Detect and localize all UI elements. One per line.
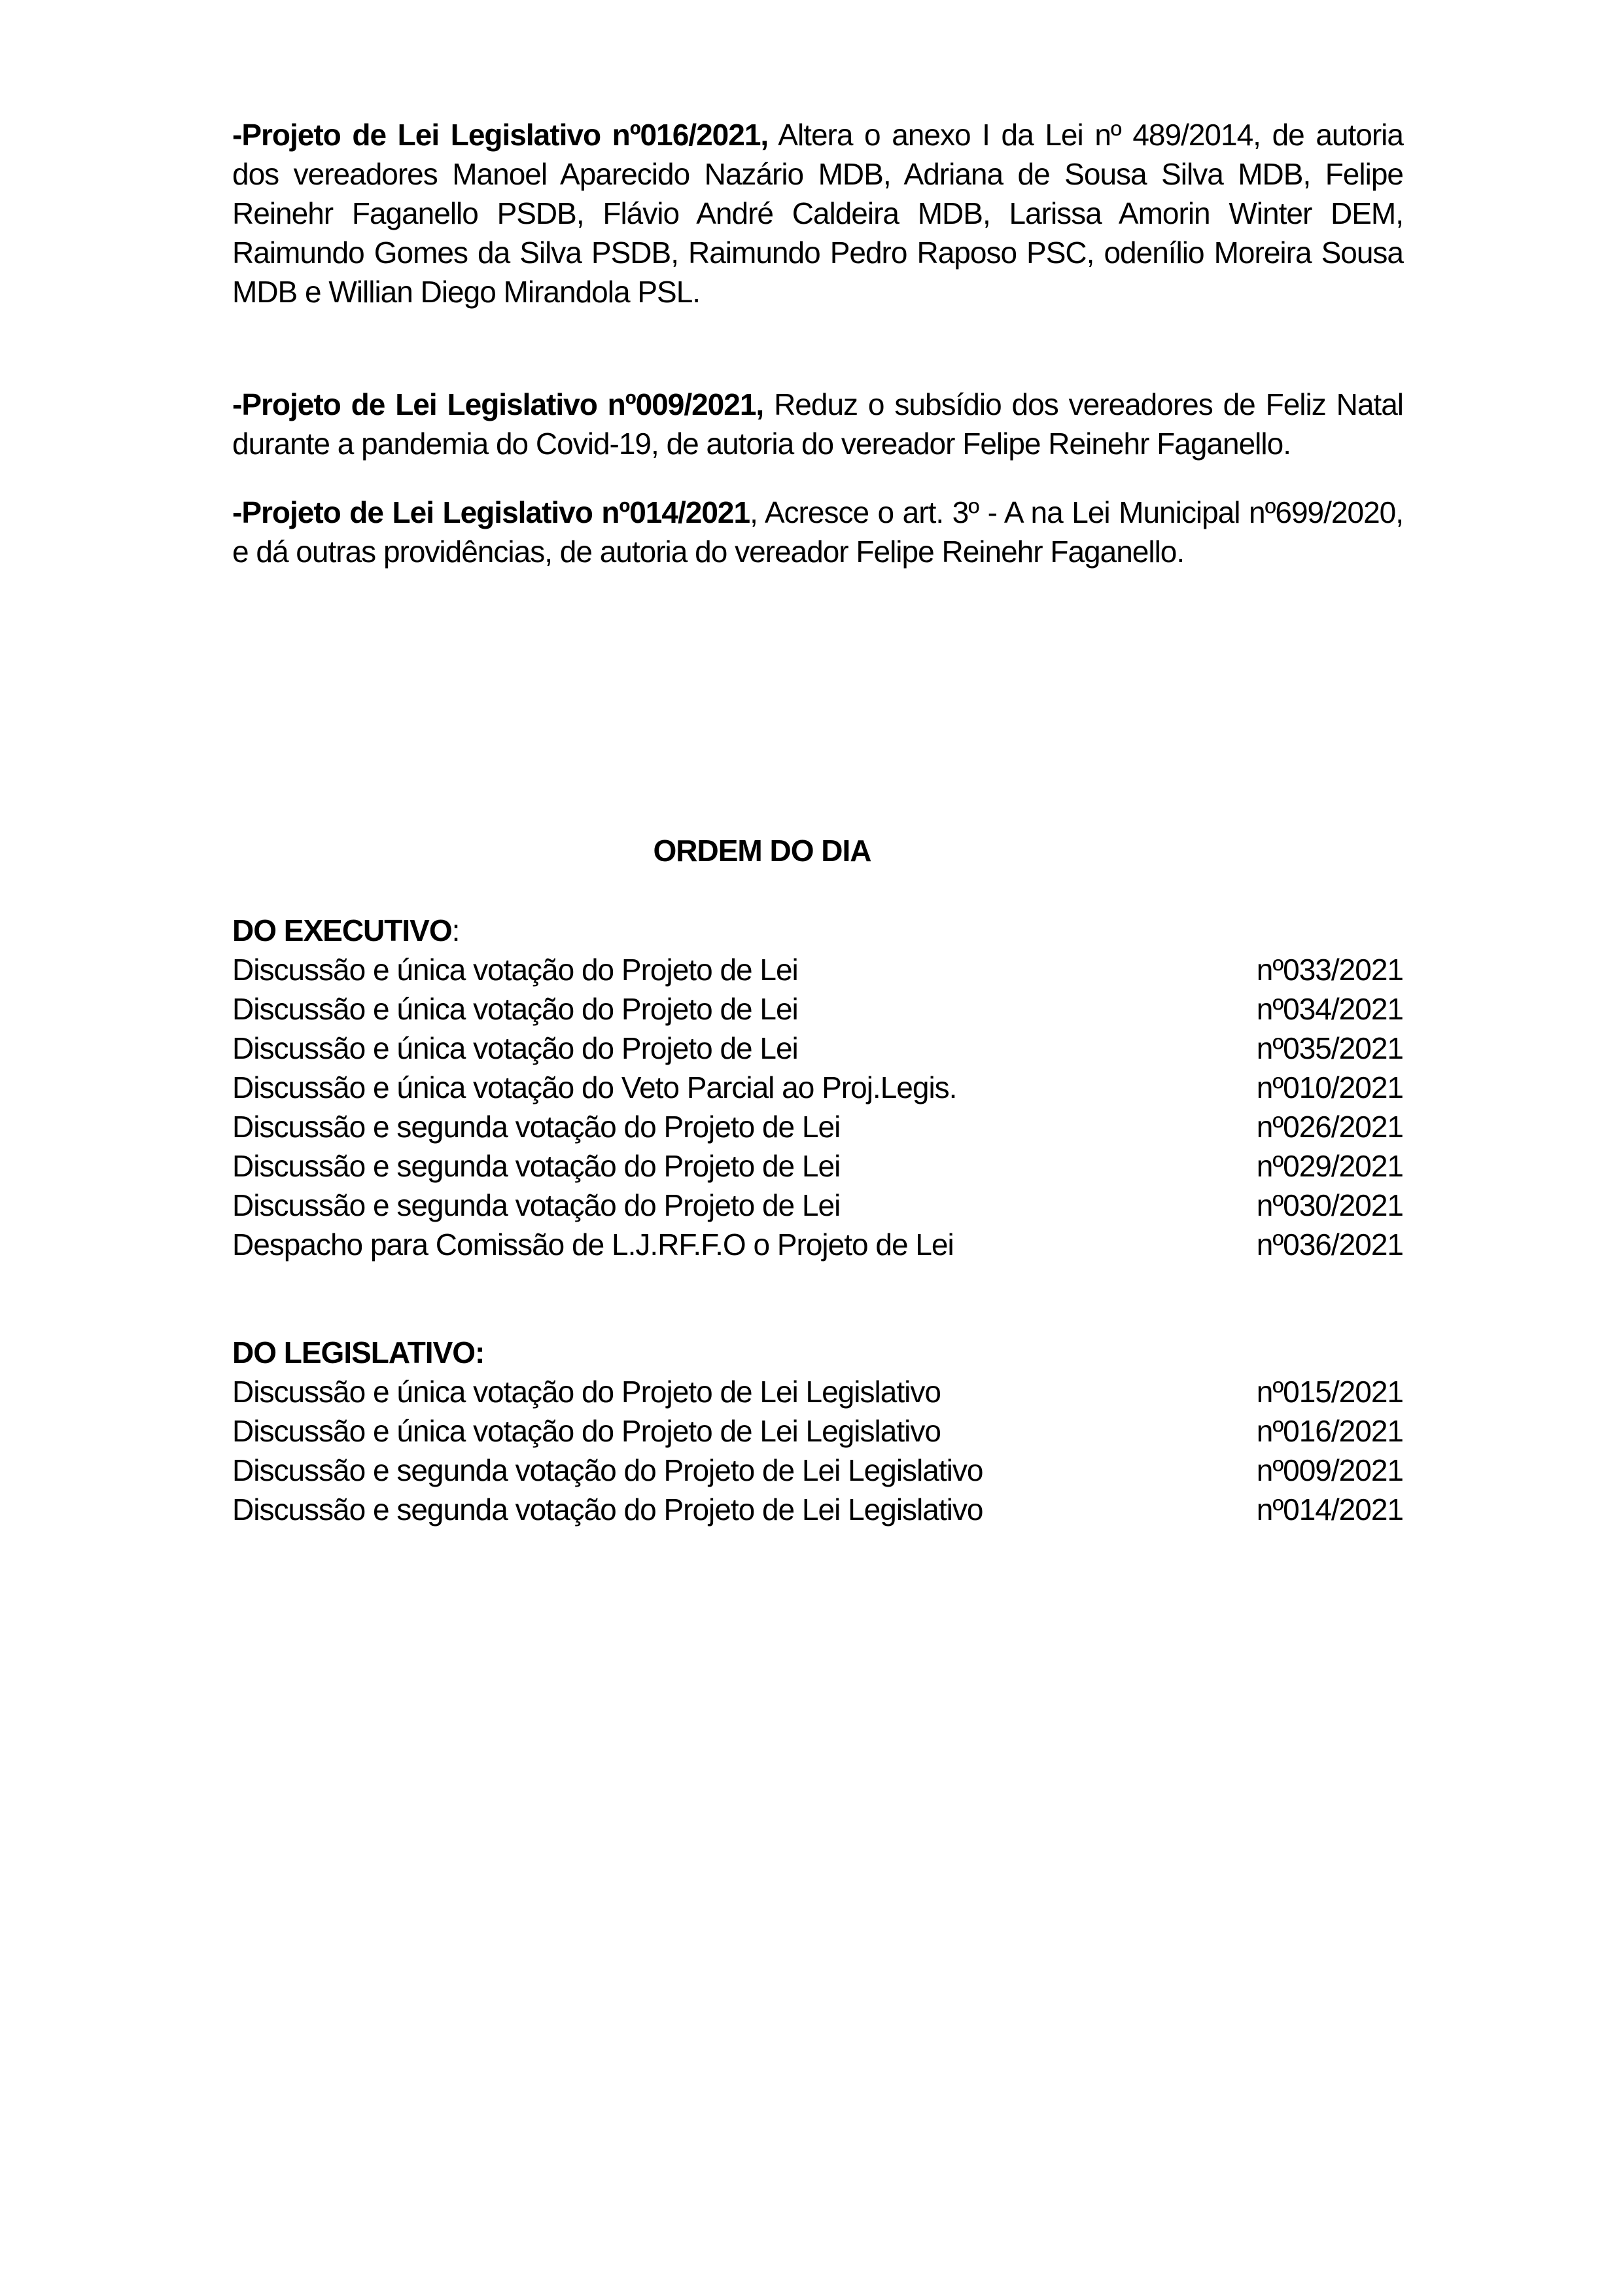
executivo-item-8 bbox=[232, 1225, 1403, 1264]
page-title-ordem-do-dia: ORDEM DO DIA bbox=[653, 834, 871, 868]
paragraph-016-body: Altera o anexo I da Lei nº 489/2014, de autoria dos vereadores Manoel Aparecido Nazário MDB, Adriana de Sousa Silva MDB, Felipe Reinehr Faganello PSDB, Flávio André Caldeira MDB, Larissa Amorin Winter DEM, Raimundo Gomes da Silva PSDB, Raimundo Pedro Raposo PSC, odenílio Moreira Sousa MDB e Willian Diego Mirandola PSL. bbox=[232, 118, 1403, 309]
paragraph-014-body: , Acresce o art. 3º - A na Lei Municipal nº699/2020, e dá outras providências, de autoria do vereador Felipe Reinehr Faganello. bbox=[232, 495, 1404, 569]
legislativo-item-1-number: nº015/2021 bbox=[1256, 1375, 1403, 1409]
executivo-item-8-desc: Despacho para Comissão de L.J.RF.F.O o Projeto de Lei bbox=[232, 1227, 954, 1262]
executivo-item-1 bbox=[232, 950, 1403, 989]
executivo-item-6-number: nº029/2021 bbox=[1256, 1149, 1403, 1183]
executivo-item-2 bbox=[232, 989, 1403, 1029]
executivo-item-4 bbox=[232, 1068, 1403, 1107]
paragraph-projeto-014 bbox=[232, 493, 1403, 571]
executivo-item-5 bbox=[232, 1107, 1403, 1146]
legislativo-item-1-desc: Discussão e única votação do Projeto de Lei Legislativo bbox=[232, 1375, 941, 1409]
paragraph-projeto-016 bbox=[232, 115, 1403, 311]
legislativo-item-1 bbox=[232, 1372, 1403, 1411]
section-heading-executivo-colon: : bbox=[451, 913, 460, 947]
executivo-list bbox=[232, 950, 1403, 1264]
section-heading-executivo-text: DO EXECUTIVO bbox=[232, 913, 452, 947]
executivo-item-3-desc: Discussão e única votação do Projeto de Lei bbox=[232, 1031, 798, 1065]
executivo-item-2-number: nº034/2021 bbox=[1256, 992, 1403, 1026]
legislativo-item-2 bbox=[232, 1411, 1403, 1451]
executivo-item-1-number: nº033/2021 bbox=[1256, 953, 1403, 987]
legislativo-list bbox=[232, 1372, 1403, 1529]
paragraph-009-body: Reduz o subsídio dos vereadores de Feliz Natal durante a pandemia do Covid-19, de autoria do vereador Felipe Reinehr Faganello. bbox=[232, 387, 1403, 461]
paragraph-projeto-009 bbox=[232, 385, 1403, 463]
executivo-item-8-number: nº036/2021 bbox=[1256, 1227, 1403, 1262]
legislativo-item-3 bbox=[232, 1451, 1403, 1490]
legislativo-item-4 bbox=[232, 1490, 1403, 1529]
legislativo-item-2-desc: Discussão e única votação do Projeto de Lei Legislativo bbox=[232, 1414, 941, 1448]
executivo-item-6-desc: Discussão e segunda votação do Projeto de Lei bbox=[232, 1149, 841, 1183]
executivo-item-2-desc: Discussão e única votação do Projeto de Lei bbox=[232, 992, 798, 1026]
executivo-item-7-desc: Discussão e segunda votação do Projeto de Lei bbox=[232, 1188, 841, 1222]
section-heading-legislativo bbox=[232, 1333, 1403, 1372]
executivo-item-5-desc: Discussão e segunda votação do Projeto de Lei bbox=[232, 1110, 841, 1144]
paragraph-014-lead: -Projeto de Lei Legislativo nº014/2021 bbox=[232, 495, 750, 529]
executivo-item-3 bbox=[232, 1029, 1403, 1068]
executivo-item-7 bbox=[232, 1186, 1403, 1225]
legislativo-item-3-number: nº009/2021 bbox=[1256, 1453, 1403, 1487]
executivo-item-7-number: nº030/2021 bbox=[1256, 1188, 1403, 1222]
paragraph-009-lead: -Projeto de Lei Legislativo nº009/2021, bbox=[232, 387, 764, 421]
executivo-item-5-number: nº026/2021 bbox=[1256, 1110, 1403, 1144]
executivo-item-1-desc: Discussão e única votação do Projeto de Lei bbox=[232, 953, 798, 987]
section-heading-legislativo-text: DO LEGISLATIVO: bbox=[232, 1335, 485, 1369]
legislativo-item-4-number: nº014/2021 bbox=[1256, 1492, 1403, 1527]
executivo-item-6 bbox=[232, 1146, 1403, 1186]
legislativo-item-3-desc: Discussão e segunda votação do Projeto de Lei Legislativo bbox=[232, 1453, 983, 1487]
legislativo-item-2-number: nº016/2021 bbox=[1256, 1414, 1403, 1448]
executivo-item-4-desc: Discussão e única votação do Veto Parcial ao Proj.Legis. bbox=[232, 1070, 957, 1104]
executivo-item-3-number: nº035/2021 bbox=[1256, 1031, 1403, 1065]
section-heading-executivo bbox=[232, 911, 1403, 950]
legislativo-item-4-desc: Discussão e segunda votação do Projeto de Lei Legislativo bbox=[232, 1492, 983, 1527]
paragraph-016-lead: -Projeto de Lei Legislativo nº016/2021, bbox=[232, 118, 769, 152]
executivo-item-4-number: nº010/2021 bbox=[1256, 1070, 1403, 1104]
